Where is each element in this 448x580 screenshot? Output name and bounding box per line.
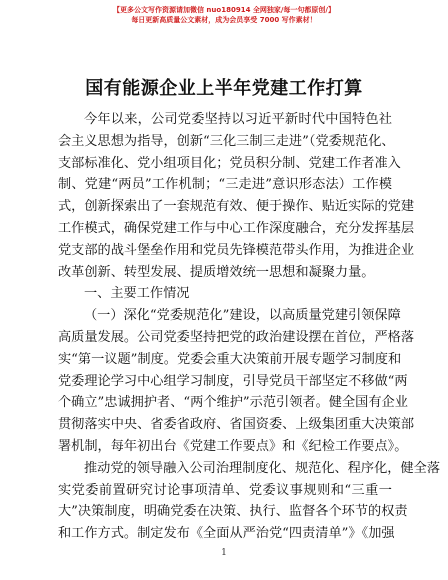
section-heading: 一、主要工作情况 — [84, 286, 190, 302]
paragraph-intro-line: 式，创新探索出了一套规范有效、便于操作、贴近实际的党建 — [58, 199, 415, 215]
paragraph-section-line: 高质量发展。公司党委坚持把党的政治建设摆在首位，严格落 — [58, 329, 415, 345]
paragraph-section-line: 署机制，每年初出台《党建工作要点》和《纪检工作要点》。 — [58, 438, 408, 454]
paragraph-intro-line: 党支部的战斗堡垒作用和党员先锋模范带头作用，为推进企业 — [58, 242, 415, 258]
paragraph-section-line: 实“第一议题”制度。党委会重大决策前开展专题学习制度和 — [58, 351, 402, 367]
paragraph-intro-line: 制、党建“两员”工作机制；“三走进”意识形态法）工作模 — [58, 177, 392, 193]
paragraph-section-line: 大”决策制度，明确党委在决策、执行、监督各个环节的权责 — [58, 504, 408, 520]
paragraph-intro-line: 工作模式，确保党建工作与中心工作深度融合，充分发挥基层 — [58, 220, 415, 236]
paragraph-section-line: 个确立”忠诚拥护者、“两个维护”示范引领者。健全国有企业 — [58, 395, 408, 411]
document-title: 国有能源企业上半年党建工作打算 — [85, 78, 363, 99]
paragraph-section-line: 推动党的领导融入公司治理制度化、规范化、程序化，健全落 — [84, 460, 441, 476]
paragraph-intro-line: 支部标准化、党小组项目化；党员积分制、党建工作者准入 — [58, 155, 401, 171]
paragraph-section-line: 党委理论学习中心组学习制度，引导党员干部坚定不移做“两 — [58, 373, 408, 389]
paragraph-intro-line: 会主义思想为指导，创新“三化三制三走进”（党委规范化、 — [58, 133, 395, 149]
paragraph-section-line: 贯彻落实中央、省委省政府、省国资委、上级集团重大决策部 — [58, 417, 415, 433]
promo-banner-line-1: 【更多公文写作资源请加微信 nuo180914 全网独家/每一句都原创/】 — [113, 6, 335, 14]
page-number: 1 — [221, 548, 227, 558]
paragraph-section-line: 和工作方式。制定发布《全面从严治党“四责清单”》《加强 — [58, 526, 395, 542]
paragraph-section-line: （一）深化“党委规范化”建设，以高质量党建引领保障 — [84, 308, 401, 324]
paragraph-intro-line: 今年以来，公司党委坚持以习近平新时代中国特色社 — [84, 112, 392, 127]
promo-banner-line-2: 每日更新高质量公文素材，成为会员享受 7000 写作素材！ — [131, 16, 317, 24]
paragraph-section-line: 实党委前置研究讨论事项清单、党委议事规则和“三重一 — [58, 482, 392, 498]
document-body — [58, 109, 441, 545]
paragraph-intro-line: 改革创新、转型发展、提质增效统一思想和凝聚力量。 — [58, 264, 375, 280]
